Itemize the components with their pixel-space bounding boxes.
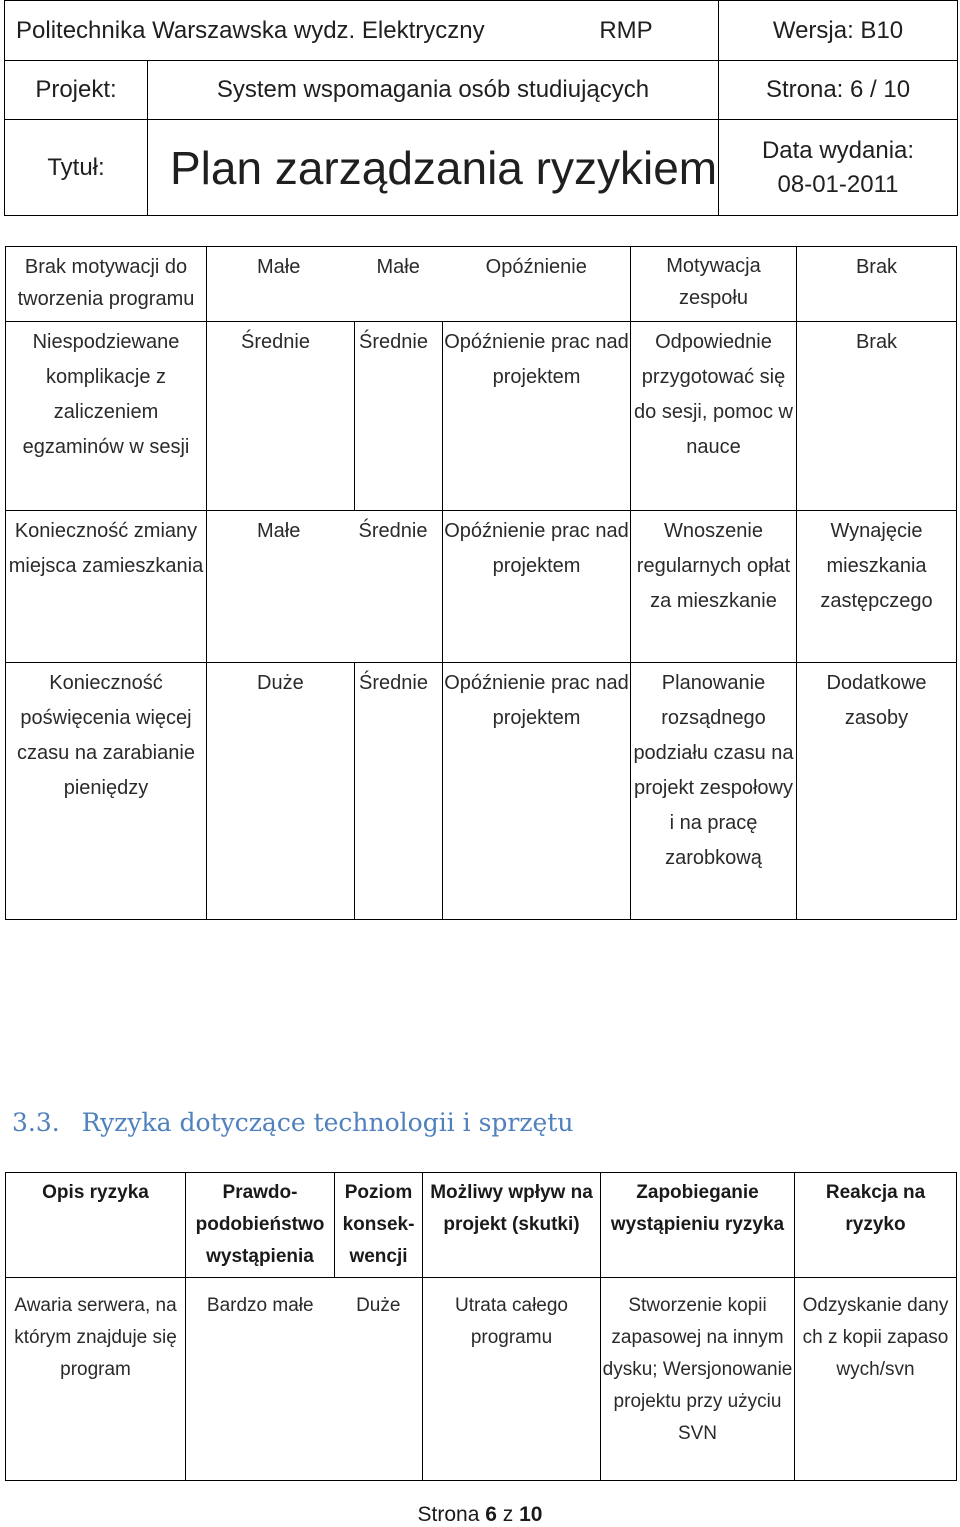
table-row (6, 511, 957, 663)
risk-reaction: Wynajęcie mieszkania zastępczego (797, 511, 957, 663)
risk-impact: Opóźnienie (443, 247, 631, 322)
document-header (4, 0, 958, 216)
risk-reaction: Dodatkowe zasoby (797, 663, 957, 920)
risk-reaction: Odzyskanie danych z kopii zapasowych/svn (795, 1278, 957, 1481)
header-title-label: Tytuł: (5, 120, 148, 216)
table-row (6, 1278, 957, 1481)
risk-impact: Utrata całego programu (423, 1278, 601, 1481)
risk-probability: Duże (207, 663, 355, 920)
risk-impact: Opóźnienie prac nad projektem (443, 322, 631, 511)
risk-prevention: Odpowiednie przygotować się do sesji, pomoc w nauce (631, 322, 797, 511)
footer-prefix: Strona (417, 1503, 480, 1526)
risk-impact: Opóźnienie prac nad projektem (443, 663, 631, 920)
header-version: Wersja: B10 (719, 1, 958, 61)
table-row (6, 247, 957, 322)
risk-probability: Bardzo małe (186, 1278, 335, 1481)
risk-description: Konieczność poświęcenia więcej czasu na zarabianie pieniędzy (6, 663, 207, 920)
header-title: Plan zarządzania ryzykiem (148, 120, 719, 216)
risk-reaction: Brak (797, 247, 957, 322)
risk-prevention: Wnoszenie regularnych opłat za mieszkanie (631, 511, 797, 663)
table-header-row (6, 1173, 957, 1278)
header-release-date (719, 120, 958, 216)
header-organization: Politechnika Warszawska wydz. Elektryczny RMP (5, 1, 719, 61)
risk-probability: Małe (207, 247, 355, 322)
footer-separator: z (502, 1503, 514, 1526)
risk-probability: Małe (207, 511, 355, 663)
risk-severity: Średnie (355, 322, 443, 511)
risk-severity: Średnie (355, 663, 443, 920)
section-title: Ryzyka dotyczące technologii i sprzętu (81, 1108, 574, 1137)
column-header-severity: Poziom konsek-wencji (335, 1173, 423, 1278)
risk-impact: Opóźnienie prac nad projektem (443, 511, 631, 663)
footer-total-pages: 10 (519, 1503, 543, 1526)
risk-prevention: Motywacja zespołu (631, 247, 797, 322)
risk-reaction: Brak (797, 322, 957, 511)
table-row (6, 322, 957, 511)
risk-table-team (5, 246, 957, 920)
section-heading (12, 1108, 596, 1137)
risk-table-technology (5, 1172, 957, 1481)
section-number: 3.3. (12, 1108, 60, 1137)
header-project-label: Projekt: (5, 61, 148, 120)
risk-description: Awaria serwera, na którym znajduje się program (6, 1278, 186, 1481)
risk-severity: Małe (355, 247, 443, 322)
header-page-number: Strona: 6 / 10 (719, 61, 958, 120)
column-header-prevention: Zapobieganie wystąpieniu ryzyka (601, 1173, 795, 1278)
table-row (6, 663, 957, 920)
risk-prevention: Stworzenie kopii zapasowej na innym dysku; Wersjonowanie projektu przy użyciu SVN (601, 1278, 795, 1481)
risk-description: Konieczność zmiany miejsca zamieszkania (6, 511, 207, 663)
risk-prevention: Planowanie rozsądnego podziału czasu na projekt zespołowy i na pracę zarobkową (631, 663, 797, 920)
risk-probability: Średnie (207, 322, 355, 511)
header-date-label: Data wydania: (761, 136, 915, 164)
column-header-risk: Opis ryzyka (6, 1173, 186, 1278)
header-date-value: 08-01-2011 (777, 170, 899, 198)
column-header-reaction: Reakcja na ryzyko (795, 1173, 957, 1278)
column-header-probability: Prawdo-podobieństwo wystąpienia (186, 1173, 335, 1278)
header-project-name: System wspomagania osób studiujących (148, 61, 719, 120)
footer-current-page: 6 (485, 1503, 497, 1526)
header-short-code: RMP (599, 16, 653, 44)
risk-severity: Średnie (355, 511, 443, 663)
column-header-impact: Możliwy wpływ na projekt (skutki) (423, 1173, 601, 1278)
page-footer (0, 1503, 960, 1527)
risk-description: Niespodziewane komplikacje z zaliczeniem egzaminów w sesji (6, 322, 207, 511)
risk-severity: Duże (335, 1278, 423, 1481)
risk-description: Brak motywacji do tworzenia programu (6, 247, 207, 322)
